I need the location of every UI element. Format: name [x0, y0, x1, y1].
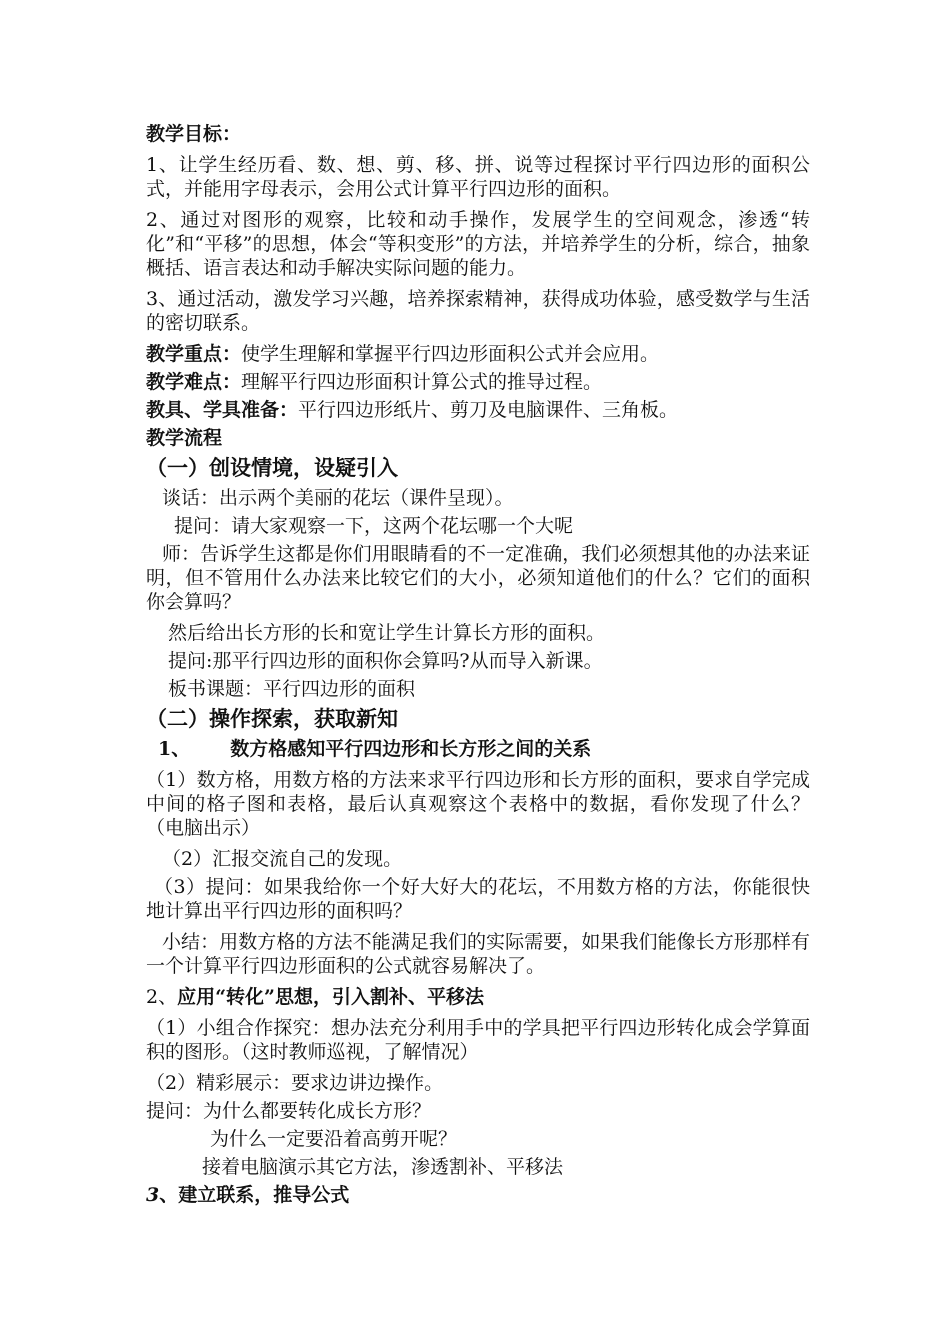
subsection3-heading: [146, 1183, 810, 1207]
materials: [146, 398, 810, 422]
section1-title: （一）创设情境，设疑引入: [146, 455, 398, 480]
subsection3-title: 、建立联系，推导公式: [159, 1184, 350, 1206]
subsection1-number: 1、: [158, 738, 191, 760]
difficult-point: [146, 370, 810, 394]
section1-line: 板书课题：平行四边形的面积: [168, 678, 416, 700]
objectives-title: 教学目标：: [146, 123, 242, 145]
materials-text: 平行四边形纸片、剪刀及电脑课件、三角板。: [298, 399, 679, 421]
section1-line: [146, 542, 810, 614]
subsection1-line-text: （3）提问：如果我给你一个好大好大的花坛，不用数方格的方法，你能很快地计算出平行四边形的面积吗？: [146, 876, 810, 922]
document-body: [146, 122, 810, 1214]
subsection1-line: [146, 875, 810, 923]
key-point-text: 使学生理解和掌握平行四边形面积公式并会应用。: [241, 343, 660, 365]
subsection1-line: [146, 930, 810, 978]
subsection2-line: （1）小组合作探究：想办法充分利用手中的学具把平行四边形转化成会学算面积的图形。（这时教师巡视，了解情况）: [146, 1017, 810, 1063]
subsection1-heading: [146, 737, 810, 761]
section1-line: 提问：请大家观察一下，这两个花坛哪一个大呢: [174, 515, 574, 537]
process-title: 教学流程: [146, 427, 223, 449]
subsection1-line-text: 小结：用数方格的方法不能满足我们的实际需要，如果我们能像长方形那样有一个计算平行四边形面积的公式就容易解决了。: [146, 931, 810, 977]
section1-line: 然后给出长方形的长和宽让学生计算长方形的面积。: [168, 622, 606, 644]
key-point-label: 教学重点：: [146, 343, 242, 365]
subsection2-number: 2、: [146, 986, 178, 1008]
subsection2-line: （2）精彩展示：要求边讲边操作。: [146, 1072, 444, 1094]
materials-label: 教具、学具准备：: [146, 399, 299, 421]
objective-2: 2、通过对图形的观察，比较和动手操作，发展学生的空间观念，渗透“转化”和“平移”的思想，体会“等积变形”的方法，并培养学生的分析，综合，抽象概括、语言表达和动手解决实际问题的能力。: [146, 209, 810, 279]
subsection2-line: 为什么一定要沿着高剪开呢？: [210, 1128, 458, 1150]
difficult-point-label: 教学难点：: [146, 371, 242, 393]
key-point: [146, 342, 810, 366]
section1-line: 提问:那平行四边形的面积你会算吗?从而导入新课。: [168, 650, 603, 672]
subsection1-line: （1）数方格，用数方格的方法来求平行四边形和长方形的面积，要求自学完成中间的格子图和表格，最后认真观察这个表格中的数据，看你发现了什么？（电脑出示）: [146, 769, 810, 839]
subsection2-title: 应用“转化”思想，引入割补、平移法: [177, 986, 484, 1008]
objective-1: 1、让学生经历看、数、想、剪、移、拼、说等过程探讨平行四边形的面积公式，并能用字母表示，会用公式计算平行四边形的面积。: [146, 154, 810, 200]
subsection3-number: 3: [146, 1184, 160, 1206]
objective-3: 3、通过活动，激发学习兴趣，培养探索精神，获得成功体验，感受数学与生活的密切联系。: [146, 288, 810, 334]
section1-line-text: 师：告诉学生这都是你们用眼睛看的不一定准确，我们必须想其他的办法来证明，但不管用什么办法来比较它们的大小，必须知道他们的什么？它们的面积你会算吗？: [146, 543, 810, 613]
section2-title: （二）操作探索，获取新知: [146, 706, 398, 731]
difficult-point-text: 理解平行四边形面积计算公式的推导过程。: [241, 371, 603, 393]
subsection2-line: 接着电脑演示其它方法，渗透割补、平移法: [202, 1156, 564, 1178]
subsection2-line: 提问：为什么都要转化成长方形？: [146, 1100, 432, 1122]
subsection1-title: 数方格感知平行四边形和长方形之间的关系: [230, 738, 592, 760]
subsection1-line: （2）汇报交流自己的发现。: [162, 848, 403, 870]
subsection2-heading: [146, 985, 810, 1009]
section1-line: 谈话：出示两个美丽的花坛（课件呈现）。: [162, 487, 514, 509]
